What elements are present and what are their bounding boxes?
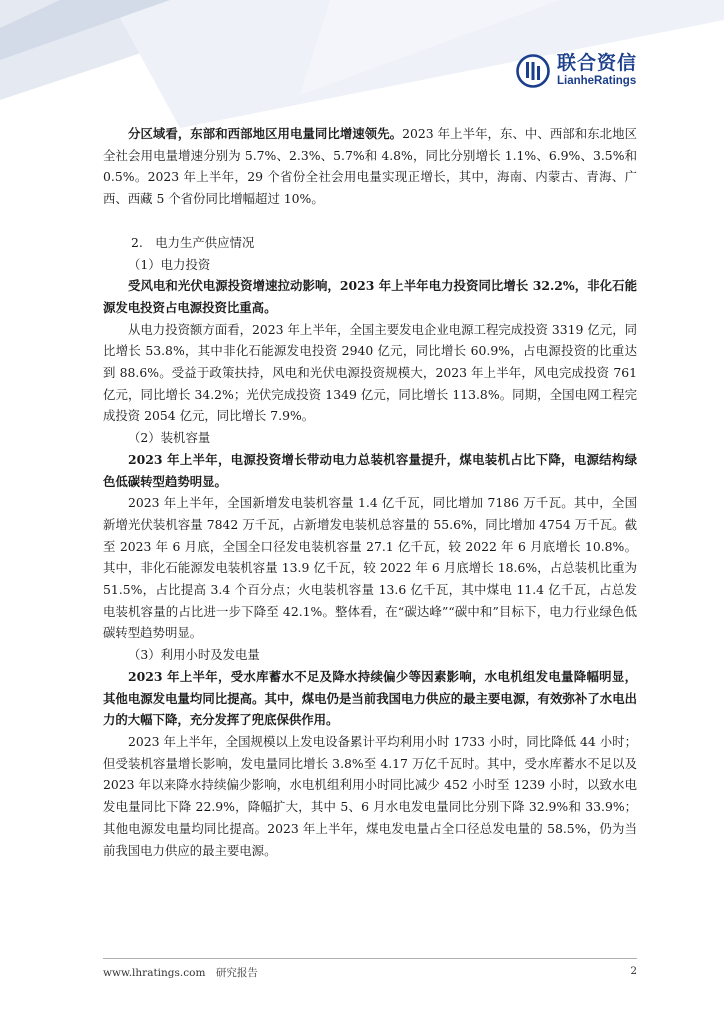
page-number: 2 (630, 965, 637, 977)
company-logo (516, 54, 637, 88)
logo-name-cn: 联合资信 (557, 52, 638, 75)
lh-logo-icon (516, 54, 550, 88)
generation-text: 2023 年上半年，全国规模以上发电设备累计平均利用小时 1733 小时，同比降低 44 小时；但受装机容量增长影响，发电量同比增长 3.8%至 4.17 万亿千瓦时。其中，受水库蓄水不足以及 2023 年以来降水持续偏少影响，水电机组利用小时同比减少 452 小时至 1239 小时，以致水电发电量同比下降 22.9%，降幅扩大，其中 5、6 月水电发电量同比分别下降 32.9%和 33.9%；其他电源发电量均同比提高。2023 年上半年，煤电发电量占全口径总发电量的 58.5%，仍为当前我国电力供应的最主要电源。 (103, 733, 637, 858)
generation-lead: 2023 年上半年，受水库蓄水不足及降水持续偏少等因素影响，水电机组发电量降幅明显，其他电源发电量均同比提高。其中，煤电仍是当前我国电力供应的最主要电源，有效弥补了水电出力的大幅下降，充分发挥了兜底保供作用。 (103, 668, 637, 728)
regional-lead: 分区域看，东部和西部地区用电量同比增速领先。 (128, 126, 403, 141)
capacity-text: 2023 年上半年，全国新增发电装机容量 1.4 亿千瓦，同比增加 7186 万千瓦。其中，全国新增光伏装机容量 7842 万千瓦，占新增发电装机总容量的 55.6%，同比增加 4754 万千瓦。截至 2023 年 6 月底，全国全口径发电装机容量 27.1 亿千瓦，较 2022 年 6 月底增长 10.8%。其中，非化石能源发电装机容量 13.9 亿千瓦，较 2022 年 6 月底增长 18.6%，占总装机比重为 51.5%，占比提高 3.4 个百分点；火电装机容量 13.6 亿千瓦，其中煤电 11.4 亿千瓦，占总发电装机容量的占比进一步下降至 42.1%。整体看，在“碳达峰”“碳中和”目标下，电力行业绿色低碳转型趋势明显。 (103, 495, 637, 641)
investment-text: 从电力投资额方面看，2023 年上半年，全国主要发电企业电源工程完成投资 3319 亿元，同比增长 53.8%，其中非化石能源发电投资 2940 亿元，同比增长 60.9%，占电源投资的比重达到 88.6%。受益于政策扶持，风电和光伏电源投资规模大，2023 年上半年，风电完成投资 761 亿元，同比增长 34.2%；光伏完成投资 1349 亿元，同比增长 113.8%。同期，全国电网工程完成投资 2054 亿元，同比增长 7.9%。 (103, 321, 637, 424)
footer-website: www.lhratings.com 研究报告 (103, 967, 258, 979)
capacity-lead: 2023 年上半年，电源投资增长带动电力总装机容量提升，煤电装机占比下降，电源结构绿色低碳转型趋势明显。 (103, 451, 637, 489)
report-body (103, 123, 637, 861)
regional-text: 2023 年上半年，东、中、西部和东北地区全社会用电量增速分别为 5.7%、2.3%、5.7%和 4.8%，同比分别增长 1.1%、6.9%、3.5%和 0.5%。2023 年上半年，29 个省份全社会用电量实现正增长，其中，海南、内蒙古、青海、广西、西藏 5 个省份同比增幅超过 10%。 (103, 126, 637, 207)
logo-name-en: LianheRatings (557, 75, 637, 88)
section-heading: 2. 电力生产供应情况 (131, 234, 255, 250)
subheading-capacity: （2）装机容量 (128, 430, 211, 446)
footer-divider (103, 958, 637, 959)
subheading-generation: （3）利用小时及发电量 (128, 647, 260, 663)
subheading-investment: （1）电力投资 (128, 256, 211, 272)
paragraph-regional (103, 123, 637, 210)
investment-lead: 受风电和光伏电源投资增速拉动影响，2023 年上半年电力投资同比增长 32.2%，非化石能源发电投资占电源投资比重高。 (103, 278, 637, 315)
